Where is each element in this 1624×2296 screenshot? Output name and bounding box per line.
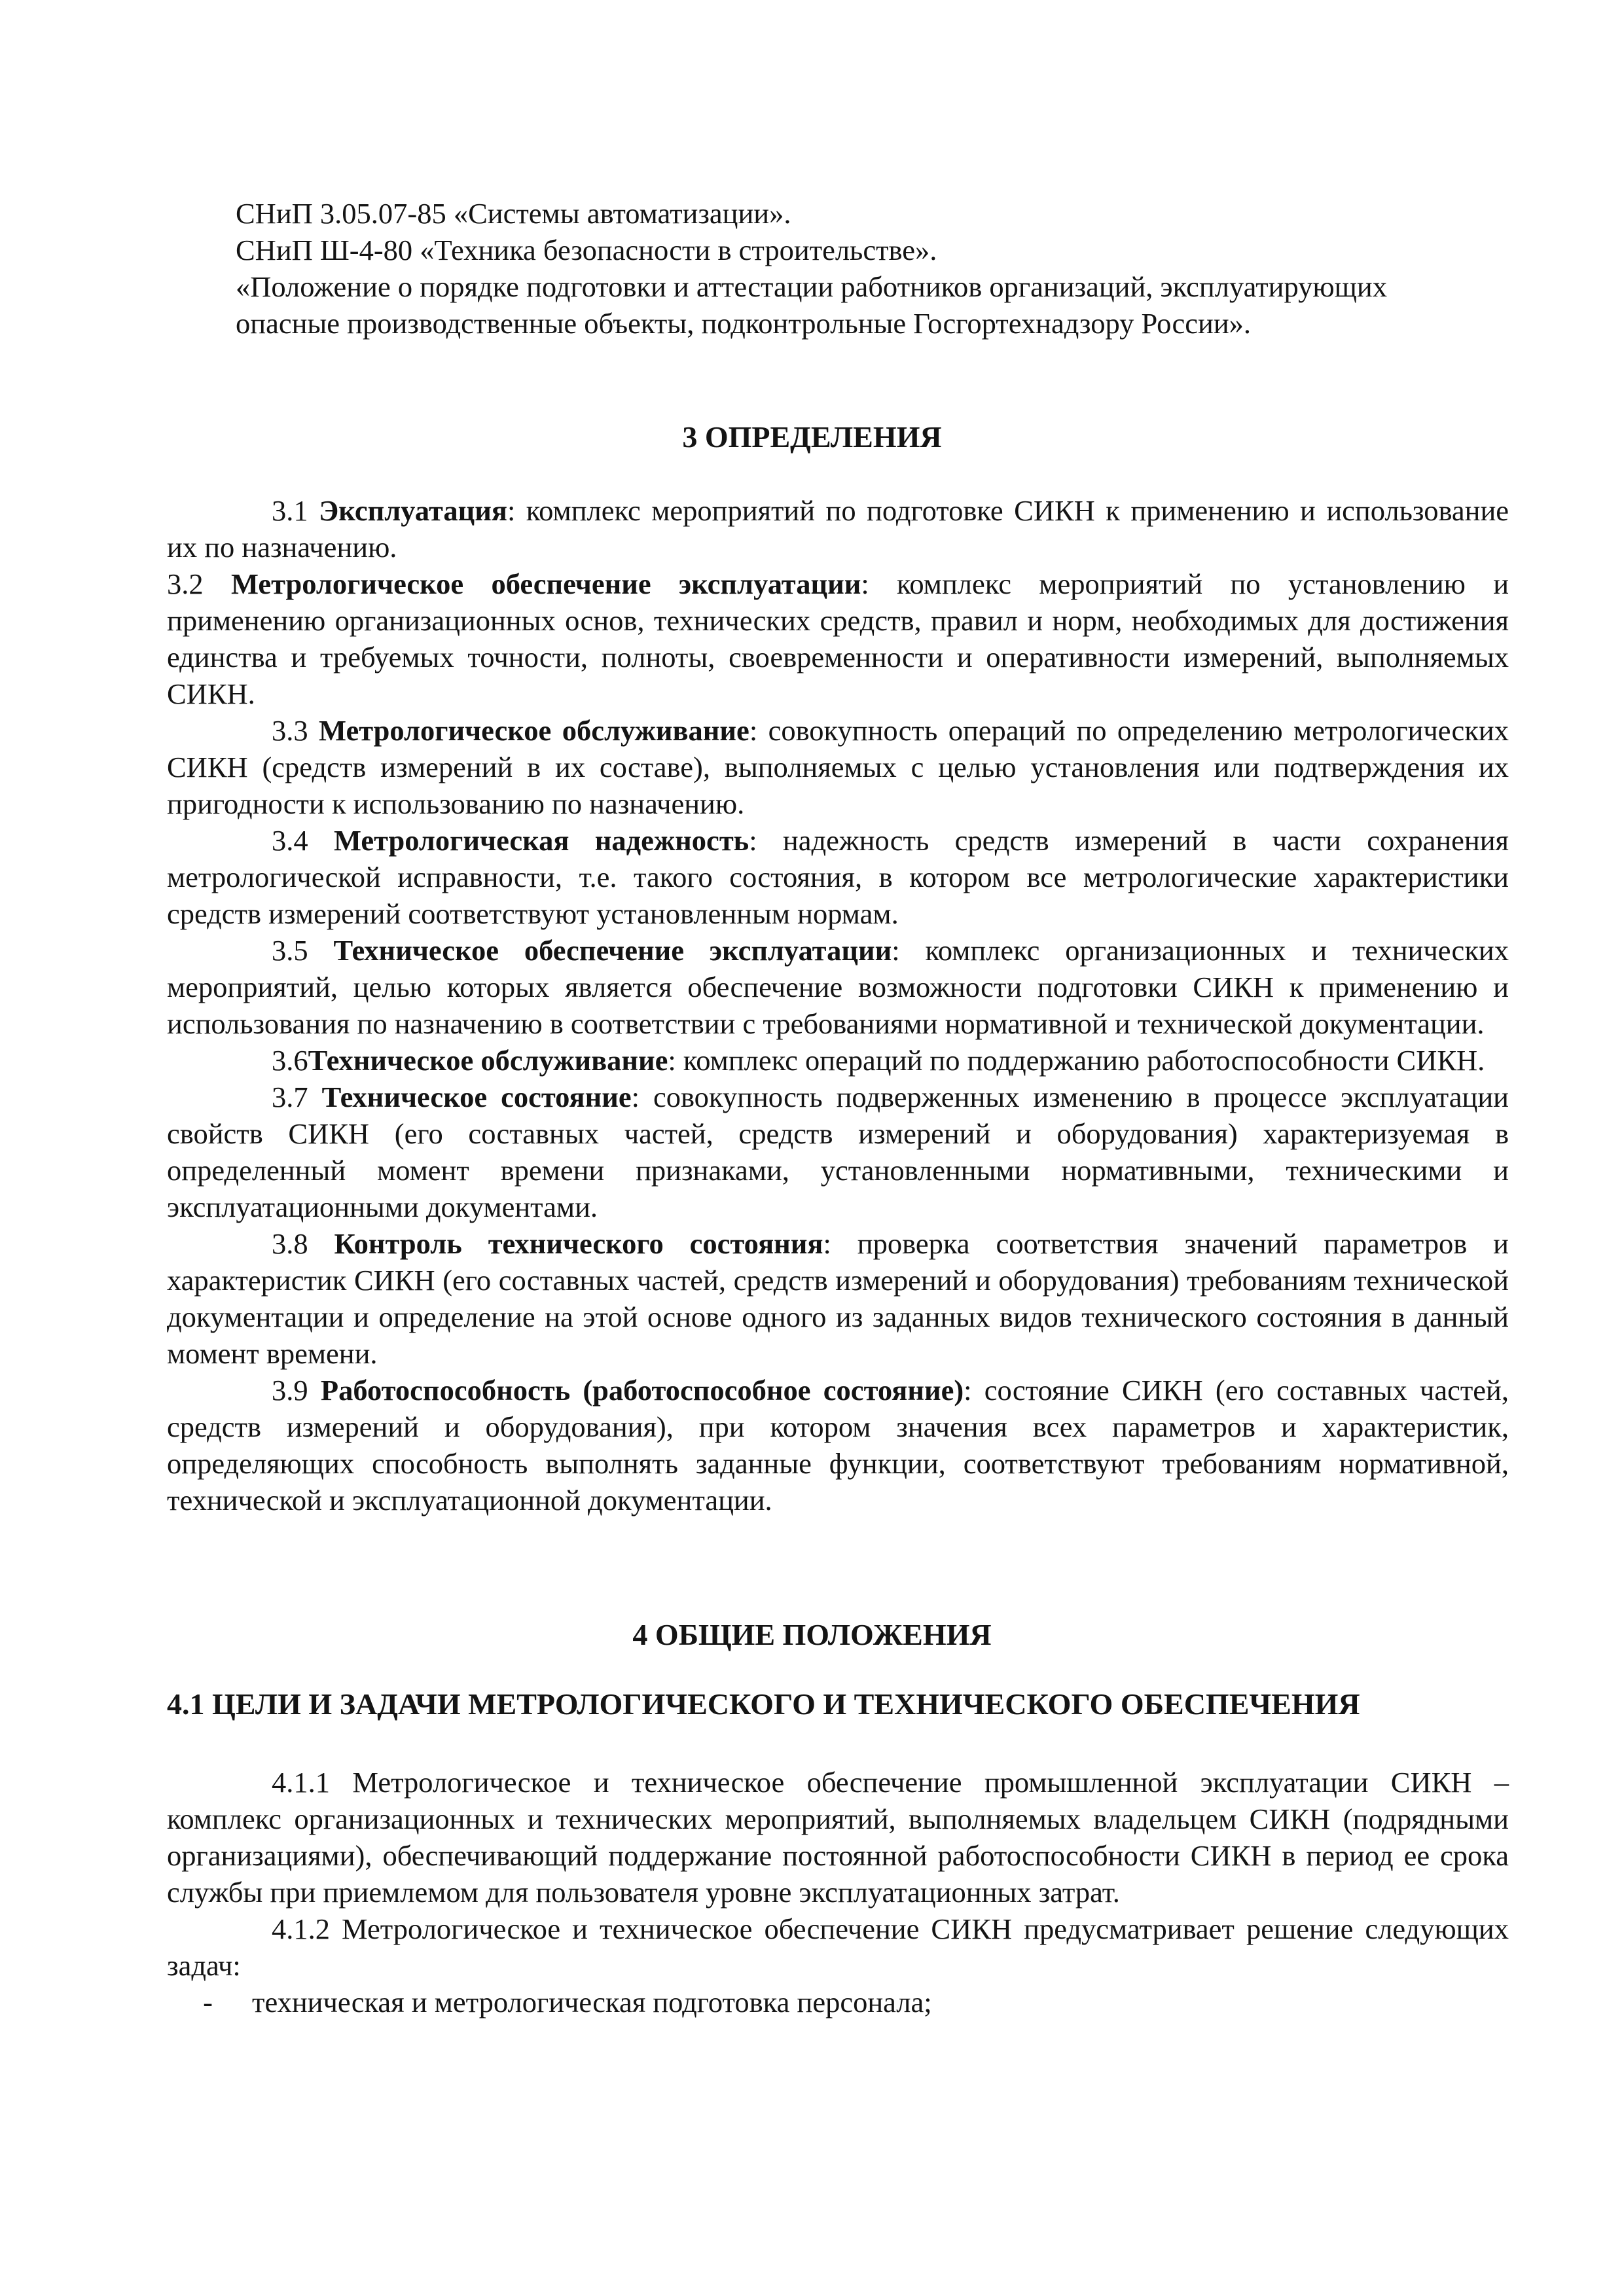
- definition-item: [167, 822, 1509, 932]
- definition-number: 3.3: [272, 714, 319, 747]
- definition-text: : совокупность операций по определению метрологических СИКН (средств измерений в их составе), выполняемых с целью установления или подтверждения их пригодности к использованию по назначению.: [167, 714, 1509, 820]
- definition-text: : комплекс операций по поддержанию работоспособности СИКН.: [668, 1044, 1485, 1077]
- section-4-1-heading: 4.1 ЦЕЛИ И ЗАДАЧИ МЕТРОЛОГИЧЕСКОГО И ТЕХНИЧЕСКОГО ОБЕСПЕЧЕНИЯ: [167, 1687, 1360, 1721]
- definition-number: 3.7: [272, 1081, 322, 1113]
- definition-number: 3.6: [272, 1044, 308, 1077]
- reference-item: СНиП 3.05.07-85 «Системы автоматизации».: [236, 197, 791, 230]
- definition-term: Техническое обеспечение эксплуатации: [333, 934, 892, 967]
- definition-number: 3.1: [272, 494, 319, 527]
- reference-item: СНиП Ш-4-80 «Техника безопасности в строительстве».: [236, 234, 937, 266]
- definition-number: 3.5: [272, 934, 334, 967]
- definition-text: : комплекс мероприятий по установлению и применению организационных основ, технических средств, правил и норм, необходимых для достижения единства и требуемых точности, полноты, своевременности и оперативности измерений, выполняемых СИКН.: [167, 567, 1509, 710]
- definition-number: 3.8: [272, 1227, 334, 1260]
- definition-number: 3.4: [272, 824, 334, 857]
- definition-number: 3.9: [272, 1374, 321, 1407]
- section-3-heading: 3 ОПРЕДЕЛЕНИЯ: [682, 420, 942, 454]
- definition-item: [167, 565, 1509, 712]
- definition-text: : комплекс мероприятий по подготовке СИКН к применению и использование их по назначению.: [167, 494, 1509, 564]
- section-4-heading: 4 ОБЩИЕ ПОЛОЖЕНИЯ: [632, 1618, 992, 1651]
- list-item-text: техническая и метрологическая подготовка персонала;: [252, 1986, 932, 2018]
- definition-text: : совокупность подверженных изменению в процессе эксплуатации свойств СИКН (его составных частей, средств измерений и оборудования) характеризуемая в определенный момент времени признаками, установленными нормативными, техническими и эксплуатационными документами.: [167, 1081, 1509, 1223]
- definition-term: Метрологическое обслуживание: [319, 714, 749, 747]
- list-item: [167, 1984, 1509, 2020]
- definition-text: : надежность средств измерений в части сохранения метрологической исправности, т.е. такого состояния, в котором все метрологические характеристики средств измерений соответствуют установленным нормам.: [167, 824, 1509, 930]
- definition-item: [167, 1079, 1509, 1225]
- definition-item: [167, 492, 1509, 565]
- definition-term: Техническое состояние: [321, 1081, 632, 1113]
- definition-text: : комплекс организационных и технических мероприятий, целью которых является обеспечение возможности подготовки СИКН к применению и использования по назначению в соответствии с требованиями нормативной и технической документации.: [167, 934, 1509, 1040]
- definition-number: 3.2: [167, 567, 231, 600]
- paragraph: 4.1.1 Метрологическое и техническое обеспечение промышленной эксплуатации СИКН – комплекс организационных и технических мероприятий, выполняемых владельцем СИКН (подрядными организациями), обеспечивающий поддержание постоянной работоспособности СИКН в период ее срока службы при приемлемом для пользователя уровне эксплуатационных затрат.: [167, 1766, 1509, 1909]
- definition-item: [167, 932, 1509, 1042]
- definition-item: [167, 1372, 1509, 1518]
- definition-term: Контроль технического состояния: [334, 1227, 823, 1260]
- references-list: [236, 195, 1479, 342]
- definition-text: : проверка соответствия значений параметров и характеристик СИКН (его составных частей, средств измерений и оборудования) требованиям технической документации и определение на этой основе одного из заданных видов технического состояния в данный момент времени.: [167, 1227, 1509, 1370]
- definition-text: : состояние СИКН (его составных частей, средств измерений и оборудования), при котором значения всех параметров и характеристик, определяющих способность выполнять заданные функции, соответствуют требованиям нормативной, технической и эксплуатационной документации.: [167, 1374, 1509, 1516]
- definition-item: [167, 1225, 1509, 1372]
- general-provisions: [167, 1764, 1509, 2020]
- definitions-list: [167, 492, 1509, 1518]
- paragraph: 4.1.2 Метрологическое и техническое обеспечение СИКН предусматривает решение следующих задач:: [167, 1912, 1509, 1982]
- bullet-marker: -: [203, 1986, 213, 2018]
- definition-item: [167, 712, 1509, 822]
- reference-item: «Положение о порядке подготовки и аттестации работников организаций, эксплуатирующих опасные производственные объекты, подконтрольные Госгортехнадзору России».: [236, 270, 1387, 340]
- definition-term: Метрологическое обеспечение эксплуатации: [230, 567, 861, 600]
- definition-term: Работоспособность (работоспособное состояние): [320, 1374, 964, 1407]
- definition-term: Метрологическая надежность: [333, 824, 749, 857]
- definition-item: [167, 1042, 1509, 1079]
- definition-term: Техническое обслуживание: [308, 1044, 668, 1077]
- definition-term: Эксплуатация: [319, 494, 507, 527]
